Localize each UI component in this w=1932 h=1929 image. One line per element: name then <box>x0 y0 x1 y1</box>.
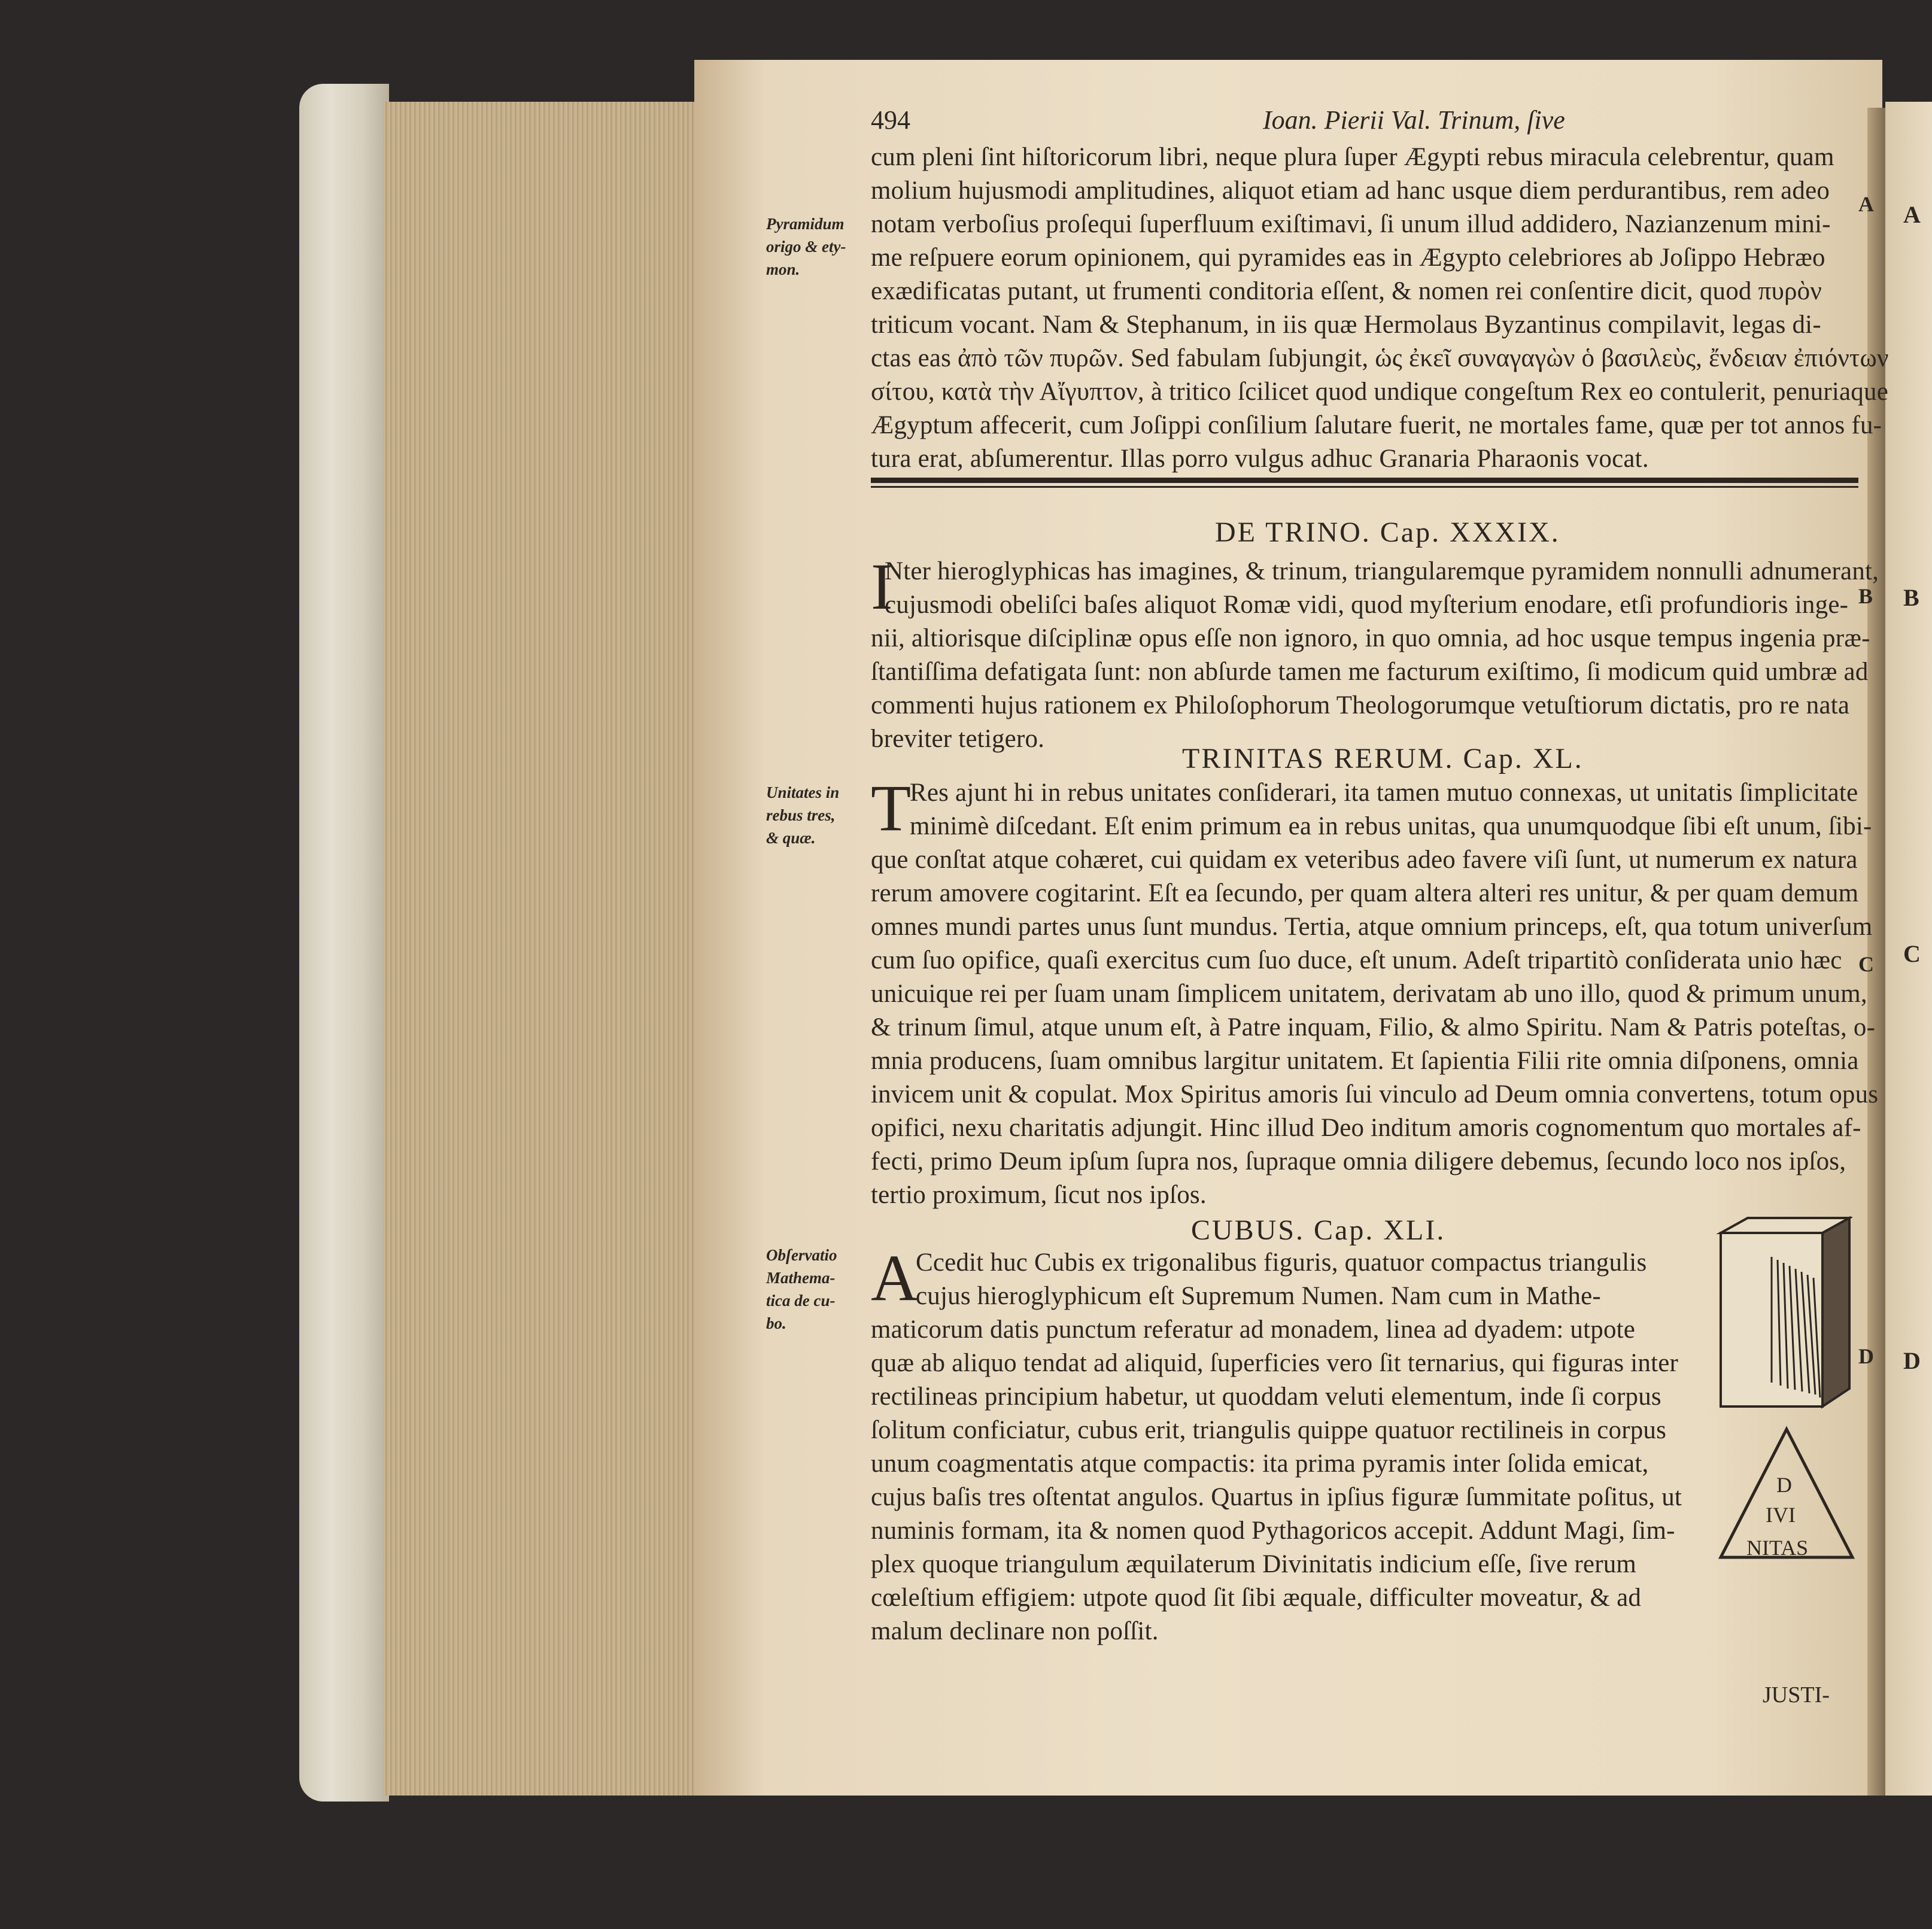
book-spine-vellum <box>299 84 389 1802</box>
text-line: rerum amovere cogitarint. Eſt ea ſecundo, per quam altera alteri res unitur, & per quam demum <box>871 879 1859 907</box>
facing-page-letter-d: D <box>1903 1347 1921 1374</box>
text-line: cœleſtium effigiem: utpote quod ſit ſibi æquale, difficulter moveatur, & ad <box>871 1584 1642 1612</box>
text-line: nii, altiorisque diſciplinæ opus eſſe non ignoro, in quo omnia, ad hoc usque tempus ingenia præ- <box>871 624 1870 652</box>
section-letter-b: B <box>1858 584 1873 608</box>
text-line: cum pleni ſint hiſtoricorum libri, neque plura ſuper Ægypti rebus miracula celebrentur, quam <box>871 143 1834 171</box>
section-divider-rule <box>871 478 1858 483</box>
facing-page-letter-b: B <box>1903 584 1919 611</box>
text-line: triticum vocant. Nam & Stephanum, in iis quæ Hermolaus Byzantinus compilavit, legas di- <box>871 311 1821 339</box>
text-line: exædificatas putant, ut frumenti conditoria eſſent, & nomen rei conſentire dicit, quod πυρὸν <box>871 277 1822 305</box>
marginal-note-line: rebus tres, <box>766 806 836 824</box>
text-line: Ægyptum affecerit, cum Joſippi conſilium ſalutare fuerit, ne mortales fame, quæ per tot annos fu- <box>871 411 1882 439</box>
marginal-note-line: Mathema- <box>766 1269 836 1287</box>
drop-cap: I <box>871 550 893 623</box>
text-line: mnia producens, ſuam omnibus largitur unitatem. Et ſapientia Filii rite omnia diſponens, omnia <box>871 1047 1859 1075</box>
text-line: breviter tetigero. <box>871 725 1045 753</box>
text-line: notam verboſius proſequi ſuperfluum exiſtimavi, ſi unum illud addidero, Nazianzenum mini- <box>871 210 1831 238</box>
text-line: invicem unit & copulat. Mox Spiritus amoris ſui vinculo ad Deum omnia convertens, totum opus <box>871 1080 1879 1108</box>
running-title: Ioan. Pierii Val. Trinum, ſive <box>1263 105 1565 135</box>
text-line: malum declinare non poſſit. <box>871 1617 1159 1645</box>
text-line: me reſpuere eorum opinionem, qui pyramides eas in Ægypto celebriores ab Joſippo Hebræo <box>871 244 1825 272</box>
facing-page-letter-c: C <box>1903 940 1921 967</box>
text-line: commenti hujus rationem ex Philoſophorum Theologorumque vetuſtiorum dictatis, pro re nata <box>871 691 1850 719</box>
text-line: tertio proximum, ſicut nos ipſos. <box>871 1181 1207 1209</box>
section-divider-rule-thin <box>871 486 1858 488</box>
section-letter-d: D <box>1858 1344 1874 1368</box>
text-line: rectilineas principium habetur, ut quoddam veluti elementum, inde ſi corpus <box>871 1383 1661 1411</box>
marginal-note-line: mon. <box>766 260 800 278</box>
text-line: Res ajunt hi in rebus unitates conſiderari, ita tamen mutuo connexas, ut unitatis ſimplicitate <box>910 779 1858 807</box>
section-letter-a: A <box>1858 192 1874 216</box>
text-line: opifici, nexu charitatis adjungit. Hinc illud Deo inditum amoris cognomentum quo mortales af- <box>871 1114 1861 1142</box>
text-line: molium hujusmodi amplitudines, aliquot etiam ad hanc usque diem perdurantibus, rem adeo <box>871 177 1830 205</box>
text-line: & trinum ſimul, atque unum eſt, à Patre inquam, Filio, & almo Spiritu. Nam & Patris poteſtas, o- <box>871 1013 1876 1041</box>
text-line: tura erat, abſumerentur. Illas porro vulgus adhuc Granaria Pharaonis vocat. <box>871 445 1649 473</box>
page-block-edge <box>383 102 700 1796</box>
text-line: cujus baſis tres oſtentat angulos. Quartus in ipſius figuræ ſummitate poſitus, ut <box>871 1483 1682 1511</box>
drop-cap: A <box>871 1241 919 1314</box>
catchword: JUSTI- <box>1763 1682 1830 1708</box>
text-line: Ccedit huc Cubis ex trigonalibus figuris, quatuor compactus triangulis <box>916 1248 1647 1277</box>
page-number: 494 <box>871 105 910 135</box>
marginal-note-line: Obſervatio <box>766 1246 837 1264</box>
chapter-heading-cubus: CUBUS. Cap. XLI. <box>1191 1214 1446 1246</box>
text-line: σίτου, κατὰ τὴν Αἴγυπτον, à tritico ſcilicet quod undique congeſtum Rex eo contulerit, penuriaque <box>871 378 1888 406</box>
text-line: quæ ab aliquo tendat ad aliquid, ſuperficies vero ſit ternarius, qui figuras inter <box>871 1349 1679 1377</box>
facing-page-letter-a: A <box>1903 201 1921 228</box>
text-line: ctas eas ἀπὸ τῶν πυρῶν. Sed fabulam ſubjungit, ὡς ἐκεῖ συναγαγὼν ὁ βασιλεὺς, ἔνδειαν ἐπιόντων <box>871 344 1889 372</box>
text-line: fecti, primo Deum ipſum ſupra nos, ſupraque omnia diligere debemus, ſecundo loco nos ipſos, <box>871 1147 1846 1175</box>
text-line: cum ſuo opifice, quaſi exercitus cum ſuo duce, eſt unum. Adeſt tripartitò conſiderata unio hæc <box>871 946 1842 974</box>
text-line: unicuique rei per ſuam unam ſimplicem unitatem, derivatam ab uno illo, quod & primum unum, <box>871 980 1867 1008</box>
marginal-note-line: Unitates in <box>766 783 840 801</box>
text-line: plex quoque triangulum æquilaterum Divinitatis indicium eſſe, ſive rerum <box>871 1550 1637 1578</box>
text-line: ſolitum conficiatur, cubus erit, triangulis quippe quatuor rectilineis in corpus <box>871 1416 1667 1444</box>
marginal-note-line: Pyramidum <box>766 215 845 233</box>
cube-woodcut-figure <box>1715 1215 1852 1412</box>
chapter-heading-trinitas-rerum: TRINITAS RERUM. Cap. XL. <box>1182 743 1584 774</box>
text-line: Nter hieroglyphicas has imagines, & trinum, triangularemque pyramidem nonnulli adnumerant, <box>885 557 1879 585</box>
text-line: minimè diſcedant. Eſt enim primum ea in rebus unitas, qua unumquodque ſibi eſt unum, ſibi- <box>910 812 1872 840</box>
triangle-label-line: IVI <box>1766 1503 1796 1527</box>
marginal-note-line: & quæ. <box>766 829 816 847</box>
marginal-note-line: bo. <box>766 1314 786 1332</box>
text-line: cujusmodi obeliſci baſes aliquot Romæ vidi, quod myſterium enodare, etſi profundioris inge- <box>885 591 1849 619</box>
chapter-heading-de-trino: DE TRINO. Cap. XXXIX. <box>1215 517 1560 548</box>
text-line: ſtantiſſima defatigata ſunt: non abſurde tamen me facturum exiſtimo, ſi modicum quid umbræ ad <box>871 658 1869 686</box>
triangle-label-line: D <box>1776 1473 1792 1497</box>
marginal-note-line: origo & ety- <box>766 238 846 256</box>
text-line: numinis formam, ita & nomen quod Pythagoricos accepit. Addunt Magi, ſim- <box>871 1517 1675 1545</box>
text-line: que conſtat atque cohæret, cui quidam ex veteribus adeo favere viſi ſunt, ut numerum ex natura <box>871 846 1858 874</box>
triangle-label-line: NITAS <box>1746 1536 1809 1560</box>
marginal-note-line: tica de cu- <box>766 1292 836 1310</box>
text-line: maticorum datis punctum referatur ad monadem, linea ad dyadem: utpote <box>871 1316 1636 1344</box>
drop-cap: T <box>871 771 912 844</box>
text-line: omnes mundi partes unus ſunt mundus. Tertia, atque omnium princeps, eſt, qua totum univerſum <box>871 913 1873 941</box>
text-line: cujus hieroglyphicum eſt Supremum Numen. Nam cum in Mathe- <box>916 1282 1601 1310</box>
text-line: unum coagmentatis atque compactis: ita prima pyramis inter ſolida emicat, <box>871 1450 1649 1478</box>
section-letter-c: C <box>1858 952 1874 976</box>
